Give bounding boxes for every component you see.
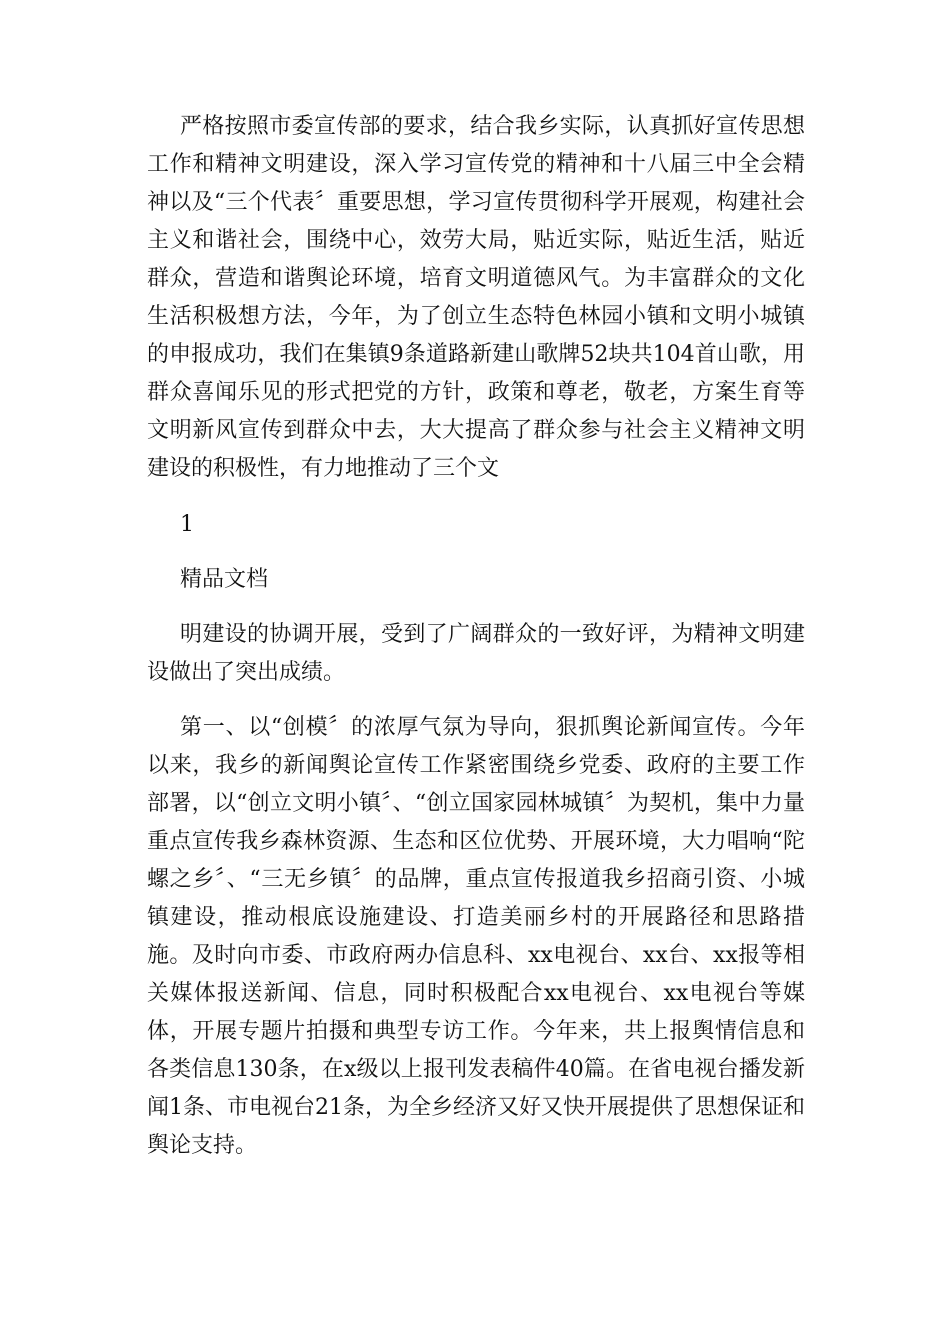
body-paragraph-2: 明建设的协调开展，受到了广阔群众的一致好评，为精神文明建设做出了突出成绩。 bbox=[147, 622, 805, 685]
body-paragraph-3: 第一、以“创模〞的浓厚气氛为导向，狠抓舆论新闻宣传。今年以来，我乡的新闻舆论宣传工作紧密围绕乡党委、政府的主要工作部署，以“创立文明小镇〞、“创立国家园林城镇〞为契机，集中力量重点宣传我乡森林资源、生态和区位优势、开展环境，大力唱响“陀螺之乡〞、“三无乡镇〞的品牌，重点宣传报道我乡招商引资、小城镇建设，推动根底设施建设、打造美丽乡村的开展路径和思路措施。及时向市委、市政府两办信息科、xx电视台、xx台、xx报等相关媒体报送新闻、信息，同时积极配合xx电视台、xx电视台等媒体，开展专题片拍摄和典型专访工作。今年来，共上报舆情信息和各类信息130条，在x级以上报刊发表稿件40篇。在省电视台播发新闻1条、市电视台21条，为全乡经济又好又快开展提供了思想保证和舆论支持。 bbox=[147, 715, 805, 1158]
body-paragraph-1: 严格按照市委宣传部的要求，结合我乡实际，认真抓好宣传思想工作和精神文明建设，深入学习宣传党的精神和十八届三中全会精神以及“三个代表〞重要思想，学习宣传贯彻科学开展观，构建社会主义和谐社会，围绕中心，效劳大局，贴近实际，贴近生活，贴近群众，营造和谐舆论环境，培育文明道德风气。为丰富群众的文化生活积极想方法，今年，为了创立生态特色林园小镇和文明小城镇的申报成功，我们在集镇9条道路新建山歌牌52块共104首山歌，用群众喜闻乐见的形式把党的方针，政策和尊老，敬老，方案生育等文明新风宣传到群众中去，大大提高了群众参与社会主义精神文明建设的积极性，有力地推动了三个文 bbox=[147, 114, 805, 481]
page-header-label: 精品文档 bbox=[180, 567, 269, 592]
page-number: 1 bbox=[180, 512, 194, 537]
document-page bbox=[147, 108, 805, 1165]
